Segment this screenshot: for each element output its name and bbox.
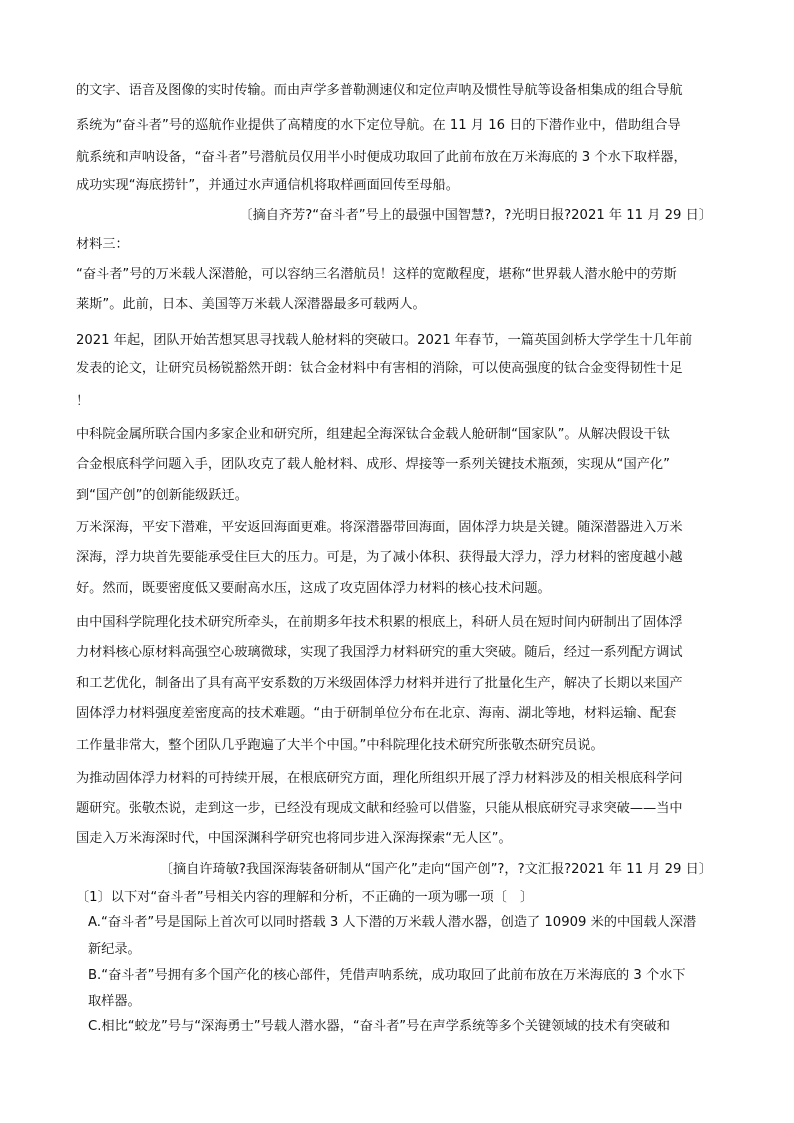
option-b-cont: 取样器。 [88,994,141,1009]
paragraph-line: 和工艺优化，制备出了具有高平安系数的万米级固体浮力材料并进行了批量化生产，解决了长期以来国产 [76,676,683,691]
citation: 〔摘自许琦敏?我国深海装备研制从“国产化”走向“国产创”?，?文汇报?2021 年 11 月 29 日〕 [159,862,712,877]
paragraph-line: 深海，浮力块首先要能承受住巨大的压力。可是，为了减小体积、获得最大浮力，浮力材料的密度越小越 [76,550,683,565]
paragraph-line: 由中国科学院理化技术研究所牵头，在前期多年技术积累的根底上，科研人员在短时间内研制出了固体浮 [76,615,683,630]
paragraph-line: 好。然而，既要密度低又要耐高水压，这成了攻克固体浮力材料的核心技术问题。 [76,581,551,596]
paragraph-line: ！ [76,394,90,409]
paragraph-line: 到“国产创”的创新能级跃迁。 [76,488,248,503]
option-a: A.“奋斗者”号是国际上首次可以同时搭载 3 人下潜的万米载人潜水器，创造了 10909 米的中国载人深潜 [88,915,697,930]
option-c: C.相比“蛟龙”号与“深海勇士”号载人潜水器，“奋斗者”号在声学系统等多个关键领域的技术有突破和 [88,1019,670,1034]
paragraph-line: 工作量非常大，整个团队几乎跑遍了大半个中国。”中科院理化技术研究所张敬杰研究员说。 [76,738,604,753]
paragraph-line: 力材料核心原材料高强空心玻璃微球，实现了我国浮力材料研究的重大突破。随后，经过一系列配方调试 [76,645,683,660]
paragraph-line: 发表的论文，让研究员杨锐豁然开朗：钛合金材料中有害相的消除，可以使高强度的钛合金变得韧性十足 [76,361,683,376]
paragraph-line: 中科院金属所联合国内多家企业和研究所，组建起全海深钛合金载人舱研制“国家队”。从解决假设干钛 [76,427,670,442]
paragraph-line: 国走入万米海深时代，中国深渊科学研究也将同步进入深海探索“无人区”。 [76,831,512,846]
paragraph-line: 合金根底科学问题入手，团队攻克了载人舱材料、成形、焊接等一系列关键技术瓶颈，实现从“国产化” [76,457,670,472]
paragraph-line: 莱斯”。此前，日本、美国等万米载人深潜器最多可载两人。 [76,297,426,312]
paragraph-line: 为推动固体浮力材料的可持续开展，在根底研究方面，理化所组织开展了浮力材料涉及的相关根底科学问 [76,771,683,786]
paragraph-line: “奋斗者”号的万米载人深潜舱，可以容纳三名潜航员！这样的宽敞程度，堪称“世界载人潜水舱中的劳斯 [76,267,677,282]
citation: 〔摘自齐芳?“奋斗者”号上的最强中国智慧?，?光明日报?2021 年 11 月 29 日〕 [239,208,712,223]
paragraph-line: 的文字、语音及图像的实时传输。而由声学多普勒测速仪和定位声呐及惯性导航等设备相集成的组合导航 [76,83,683,98]
paragraph-line: 航系统和声呐设备，“奋斗者”号潜航员仅用半小时便成功取回了此前布放在万米海底的 3 个水下取样器， [76,150,687,165]
paragraph-line: 题研究。张敬杰说，走到这一步，已经没有现成文献和经验可以借鉴，只能从根底研究寻求突破——当中 [76,801,683,816]
section-heading: 材料三： [76,237,129,252]
option-b: B.“奋斗者”号拥有多个国产化的核心部件，凭借声呐系统，成功取回了此前布放在万米海底的 3 个水下 [88,968,686,983]
question-stem: 〔1〕以下对“奋斗者”号相关内容的理解和分析，不正确的一项为哪一项〔 〕 [76,890,534,905]
paragraph-line: 固体浮力材料强度差密度高的技术难题。“由于研制单位分布在北京、海南、湖北等地，材料运输、配套 [76,706,677,721]
paragraph-line: 系统为“奋斗者”号的巡航作业提供了高精度的水下定位导航。在 11 月 16 日的下潜作业中，借助组合导 [76,118,681,133]
option-a-cont: 新纪录。 [88,942,141,957]
paragraph-line: 2021 年起，团队开始苦想冥思寻找载人舱材料的突破口。2021 年春节，一篇英国剑桥大学学生十几年前 [76,333,693,348]
paragraph-line: 万米深海，平安下潜难，平安返回海面更难。将深潜器带回海面，固体浮力块是关键。随深潜器进入万米 [76,520,683,535]
paragraph-line: 成功实现“海底捞针”，并通过水声通信机将取样画面回传至母船。 [76,178,459,193]
